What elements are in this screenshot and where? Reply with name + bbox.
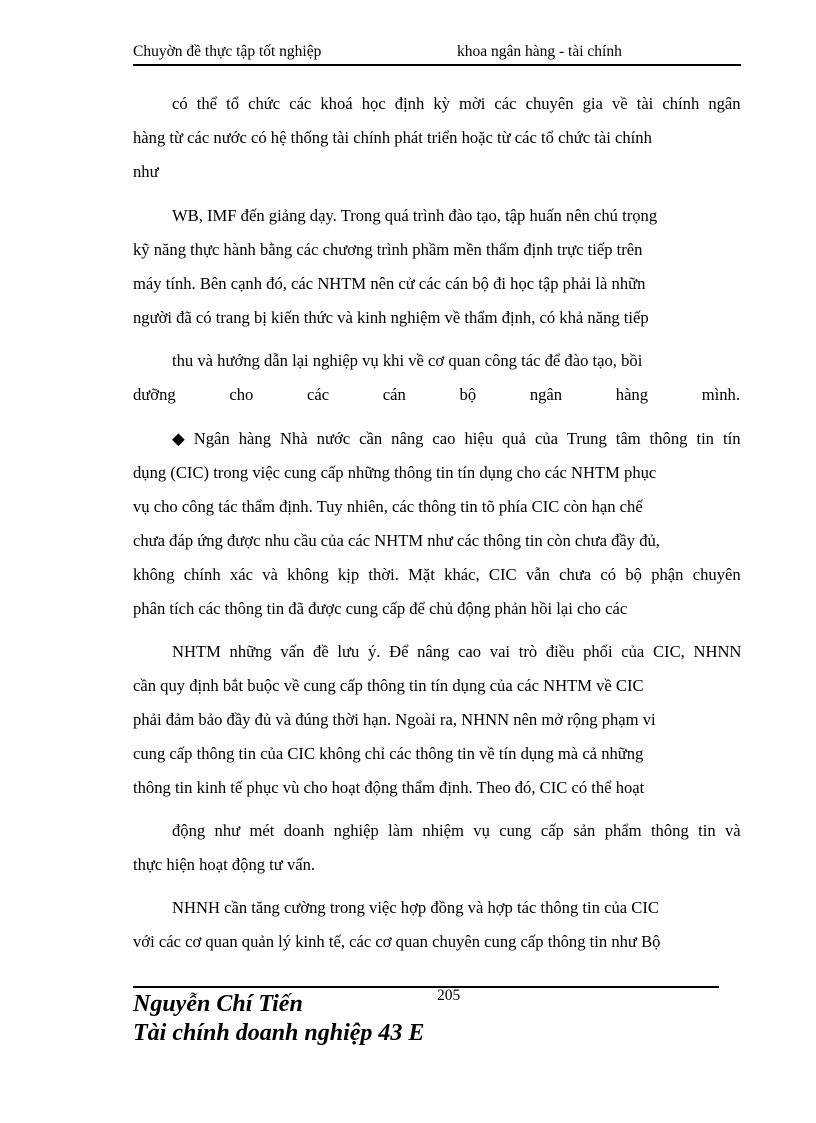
- text-line: phải đảm bảo đầy đủ và đúng thời hạn. Ngoài ra, NHNN nên mở rộng phạm vi: [133, 710, 656, 729]
- text-line: dưỡng cho các cán bộ ngân hàng mình.: [133, 385, 740, 404]
- text-line: thu và hướng dẫn lại nghiệp vụ khi về cơ quan công tác để đào tạo, bồi: [172, 351, 643, 370]
- text-line: cung cấp thông tin của CIC không chỉ các thông tin về tín dụng mà cả những: [133, 744, 644, 763]
- page-header: [133, 40, 741, 66]
- text-line: với các cơ quan quản lý kinh tế, các cơ quan chuyên cung cấp thông tin như Bộ: [133, 932, 661, 951]
- text-line: người đã có trang bị kiến thức và kinh nghiệm về thẩm định, có khả năng tiếp: [133, 308, 649, 327]
- text-line: NHNH cần tăng cường trong việc hợp đồng và hợp tác thông tin của CIC: [172, 898, 659, 917]
- bullet-paragraph-line: ◆ Ngân hàng Nhà nước cần nâng cao hiệu quả của Trung tâm thông tin tín: [172, 429, 741, 448]
- header-right-title: khoa ngân hàng - tài chính: [457, 43, 622, 60]
- text-line: hàng từ các nước có hệ thống tài chính phát triển hoặc từ các tổ chức tài chính: [133, 128, 652, 147]
- text-line: phân tích các thông tin đã được cung cấp để chủ động phản hồi lại cho các: [133, 599, 628, 618]
- text-line: WB, IMF đến giảng dạy. Trong quá trình đào tạo, tập huấn nên chú trọng: [172, 206, 658, 225]
- text-line: kỹ năng thực hành bằng các chương trình phầm mền thẩm định trực tiếp trên: [133, 240, 643, 259]
- footer-class: Tài chính doanh nghiệp 43 E: [133, 1020, 425, 1046]
- page-number: 205: [437, 987, 461, 1004]
- text-line: thực hiện hoạt động tư vấn.: [133, 855, 316, 874]
- text-line: động như mét doanh nghiệp làm nhiệm vụ cung cấp sản phẩm thông tin và: [172, 821, 741, 840]
- text-line: không chính xác và không kịp thời. Mặt khác, CIC vẫn chưa có bộ phận chuyên: [133, 565, 741, 584]
- text-line: NHTM những vấn đề lưu ý. Để nâng cao vai trò điều phối của CIC, NHNN: [172, 642, 742, 661]
- text-line: thông tin kinh tế phục vù cho hoạt động thẩm định. Theo đó, CIC có thể hoạt: [133, 778, 645, 797]
- text-line: dụng (CIC) trong việc cung cấp những thông tin tín dụng cho các NHTM phục: [133, 463, 657, 482]
- text-line: chưa đáp ứng được nhu cầu của các NHTM như các thông tin còn chưa đầy đủ,: [133, 531, 660, 550]
- text-line: như: [133, 162, 159, 181]
- text-line: máy tính. Bên cạnh đó, các NHTM nên cử các cán bộ đi học tập phải là nhữn: [133, 274, 646, 293]
- header-left-title: Chuyờn đề thực tập tốt nghiệp: [133, 43, 322, 60]
- text-line: có thể tổ chức các khoá học định kỳ mời các chuyên gia về tài chính ngân: [172, 94, 741, 113]
- footer-author: Nguyễn Chí Tiến: [133, 991, 303, 1017]
- footer-divider: [133, 986, 719, 988]
- text-line: vụ cho công tác thẩm định. Tuy nhiên, các thông tin tõ phía CIC còn hạn chế: [133, 497, 643, 516]
- text-line: cần quy định bắt buộc về cung cấp thông tin tín dụng của các NHTM về CIC: [133, 676, 644, 695]
